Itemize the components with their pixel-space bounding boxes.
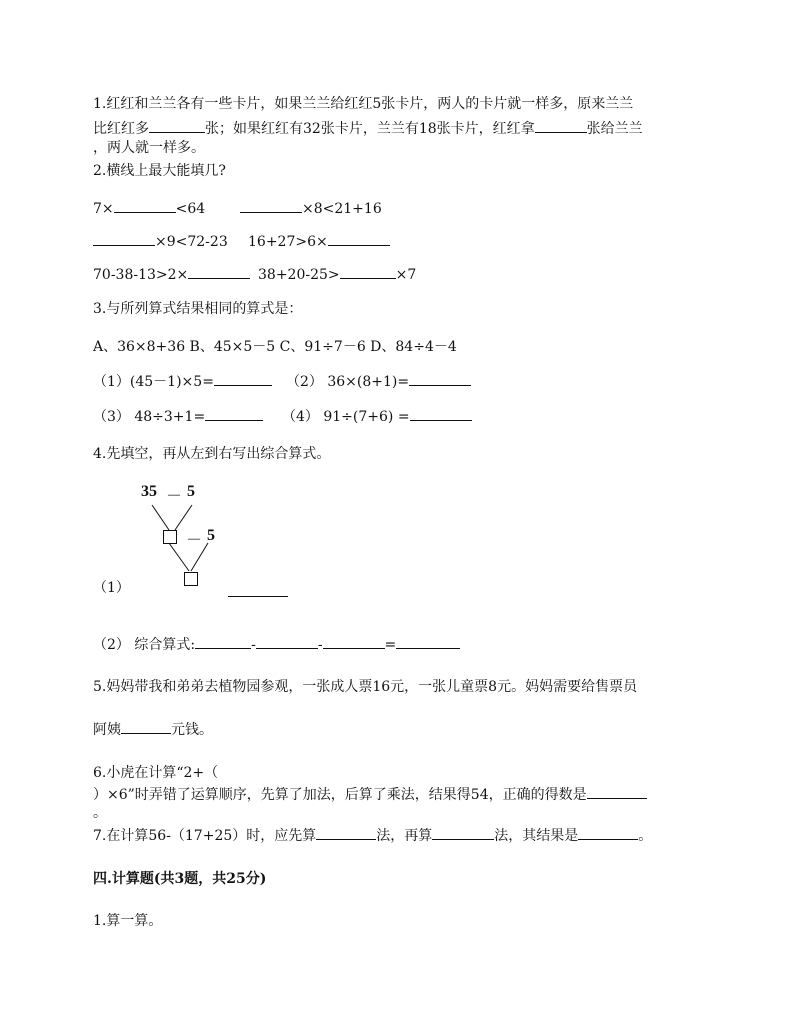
q2-r3b-blank[interactable] <box>340 264 396 279</box>
q2-row1-right <box>240 198 382 219</box>
q4-part-2-blank-4[interactable] <box>396 634 460 649</box>
q4-part-2-blank-2[interactable] <box>256 634 318 649</box>
q3-title: 3.与所列算式结果相同的算式是： <box>93 301 303 317</box>
q6-line3: 。 <box>93 805 107 821</box>
q5-line1: 5.妈妈带我和弟弟去植物园参观，一张成人票16元，一张儿童票8元。妈妈需要给售票员 <box>93 679 638 695</box>
q3-item-3-text: （3） 48÷3+1= <box>93 409 206 425</box>
q2-r1a-blank[interactable] <box>114 198 176 213</box>
q2-row2-left <box>93 231 228 252</box>
section-4-title: 四.计算题(共3题，共25分) <box>93 871 267 887</box>
q2-r1a-post: <64 <box>175 201 206 217</box>
q1-line1: 1.红红和兰兰各有一些卡片，如果兰兰给红红5张卡片，两人的卡片就一样多，原来兰兰 <box>93 96 634 112</box>
q3-item-3 <box>93 406 263 427</box>
q4-dash-2: - <box>317 637 323 653</box>
q3-item-4-blank[interactable] <box>410 406 472 421</box>
q1-blank-2[interactable] <box>535 118 587 133</box>
section-4-question-1: 1.算一算。 <box>93 913 163 929</box>
q4-part-2-blank-3[interactable] <box>323 634 385 649</box>
q3-item-2-text: （2） 36×(8+1)= <box>286 374 410 390</box>
q2-r1b-blank[interactable] <box>240 198 302 213</box>
q2-row3-right <box>258 264 416 285</box>
q3-item-2 <box>286 371 471 392</box>
q7-line <box>93 825 652 846</box>
q4-answer-box-2[interactable] <box>184 572 198 586</box>
q3-options: A、36×8+36 B、45×5－5 C、91÷7－6 D、84÷4－4 <box>93 339 457 355</box>
q1-line2 <box>93 118 643 139</box>
q7-blank-1[interactable] <box>316 825 376 840</box>
q4-part-2 <box>93 634 460 655</box>
q4-part-2-label: （2） 综合算式: <box>93 637 196 653</box>
q7-blank-3[interactable] <box>578 825 638 840</box>
q7-part-c: 法，其结果是 <box>494 828 579 844</box>
q3-item-1-text: （1）(45－1)×5= <box>93 374 214 390</box>
q2-row2-right <box>248 231 390 252</box>
q4-part-1-blank[interactable] <box>228 582 288 597</box>
q7-part-d: 。 <box>638 828 653 844</box>
q3-item-1-blank[interactable] <box>214 371 272 386</box>
q7-part-b: 法，再算 <box>376 828 433 844</box>
q4-answer-box-1[interactable] <box>163 530 177 544</box>
q4-number-5b: 5 <box>207 527 215 544</box>
q1-line2-part-b: 张；如果红红有32张卡片，兰兰有18张卡片，红红拿 <box>205 121 535 137</box>
q4-minus-2: － <box>186 532 203 549</box>
q2-r1b-post: ×8<21+16 <box>302 201 382 217</box>
q2-row1-left <box>93 198 205 219</box>
q2-r2b-pre: 16+27>6× <box>248 234 328 250</box>
q5-line2-part-b: 元钱。 <box>171 722 213 738</box>
q6-blank[interactable] <box>587 784 647 799</box>
q2-r3a-blank[interactable] <box>188 264 250 279</box>
q6-line2-text: ）×6”时弄错了运算顺序，先算了加法，后算了乘法，结果得54，正确的得数是 <box>93 787 587 803</box>
q2-r2b-blank[interactable] <box>328 231 390 246</box>
q4-part-1-label: （1） <box>93 580 130 596</box>
q4-number-35: 35 <box>141 483 157 500</box>
q4-part-2-blank-1[interactable] <box>195 634 251 649</box>
q7-blank-2[interactable] <box>432 825 494 840</box>
q1-line2-part-c: 张给兰兰 <box>586 121 643 137</box>
q2-r3a-pre: 70-38-13>2× <box>93 267 189 283</box>
q2-r2a-post: ×9<72-23 <box>155 234 228 250</box>
q5-line2 <box>93 719 213 740</box>
q1-line3: ，两人就一样多。 <box>93 140 205 156</box>
q7-part-a: 7.在计算56-（17+25）时，应先算 <box>93 828 317 844</box>
q3-item-3-blank[interactable] <box>205 406 263 421</box>
q6-line1: 6.小虎在计算“2+（ <box>93 765 219 781</box>
q4-number-5a: 5 <box>187 483 195 500</box>
q4-dash-1: - <box>251 637 256 653</box>
q3-item-4-text: （4） 91÷(7+6) = <box>282 409 410 425</box>
q4-minus-1: － <box>166 488 183 505</box>
q3-item-2-blank[interactable] <box>409 371 471 386</box>
q5-blank[interactable] <box>121 719 171 734</box>
q4-equals: = <box>384 637 397 653</box>
q1-blank-1[interactable] <box>149 118 205 133</box>
q6-line2 <box>93 784 647 805</box>
q2-row3-left <box>93 264 250 285</box>
q3-item-1 <box>93 371 272 392</box>
q2-r1a-pre: 7× <box>93 201 114 217</box>
q4-title: 4.先填空，再从左到右写出综合算式。 <box>93 446 331 462</box>
q2-r3b-post: ×7 <box>395 267 417 283</box>
q3-item-4 <box>282 406 472 427</box>
q2-r2a-blank[interactable] <box>93 231 155 246</box>
q5-line2-part-a: 阿姨 <box>93 722 121 738</box>
q2-title: 2.横线上最大能填几? <box>93 163 226 179</box>
q2-r3b-pre: 38+20-25> <box>258 267 340 283</box>
q1-line2-part-a: 比红红多 <box>93 121 149 137</box>
